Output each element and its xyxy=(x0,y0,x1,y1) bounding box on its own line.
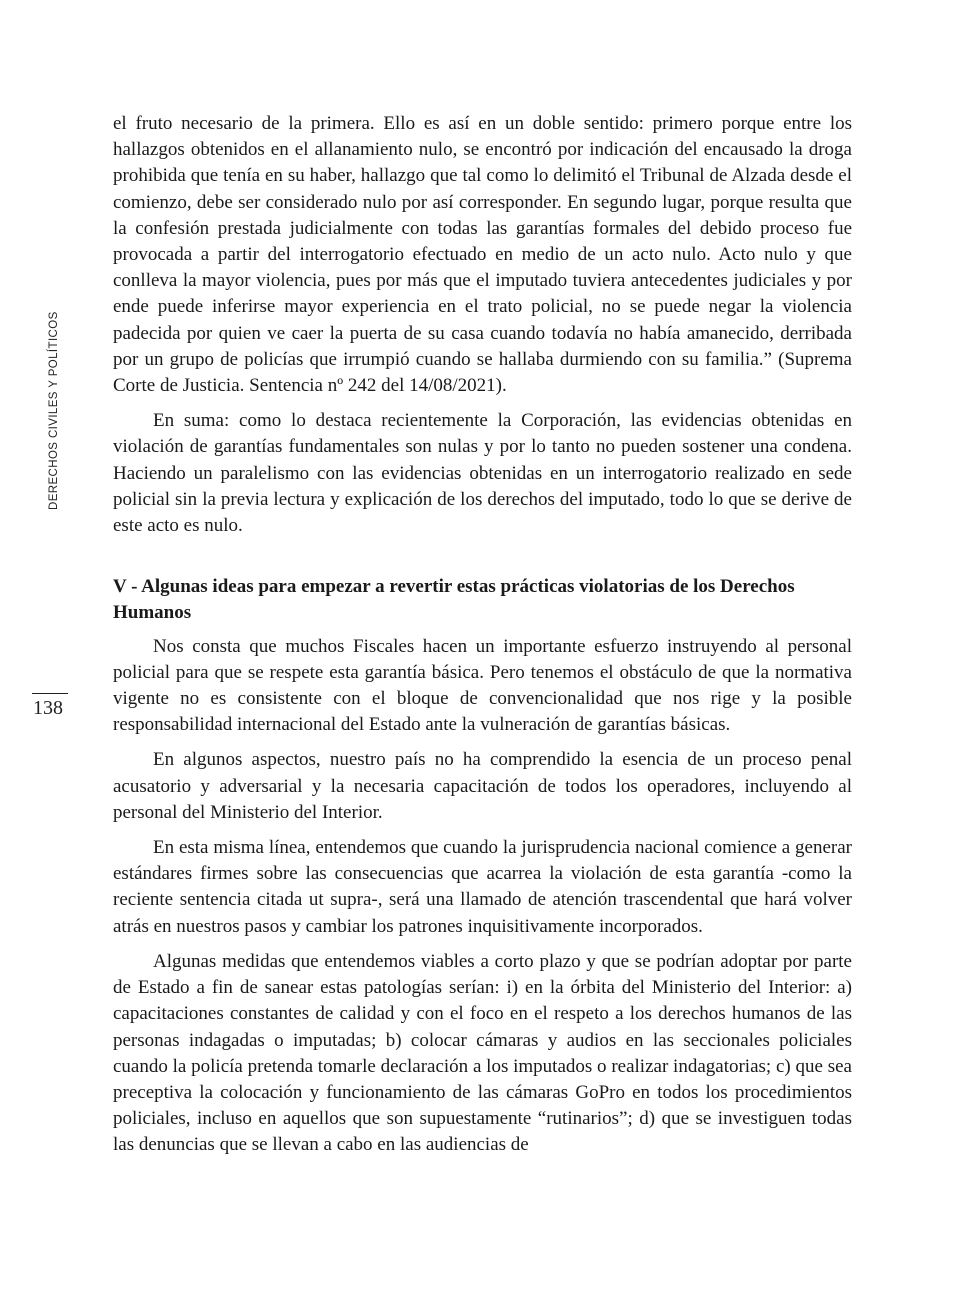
paragraph-quote-end: el fruto necesario de la primera. Ello es así en un doble sentido: primero porque entre los hallazgos obtenidos en el allanamiento nulo, se encontró por indicación del encausado la droga prohibida que tenía en su haber, hallazgo que tal como lo delimitó el Tribunal de Alzada desde el comienzo, debe ser considerado nulo por así corresponder. En segundo lugar, porque resulta que la confesión prestada judicialmente con todas las garantías formales del debido proceso fue provocada a partir del interrogatorio efectuado en medio de un acto nulo. Acto nulo y que conlleva la mayor violencia, pues por más que el imputado tuviera antecedentes judiciales y por ende puede inferirse mayor experiencia en el trato policial, no se puede negar la violencia padecida por quien ve caer la puerta de su casa cuando todavía no había amanecido, derribada por un grupo de policías que irrumpió cuando se hallaba durmiendo con su familia.” (Suprema Corte de Justicia. Sentencia nº 242 del 14/08/2021). xyxy=(113,113,852,397)
page-number-rule xyxy=(32,693,68,694)
paragraph-medidas: Algunas medidas que entendemos viables a corto plazo y que se podrían adoptar por parte de Estado a fin de sanear estas patologías serían: i) en la órbita del Ministerio del Interior: a) capacitaciones constantes de calidad y con el foco en el respeto a los derechos humanos de las personas indagadas o imputadas; b) colocar cámaras y audios en las seccionales policiales cuando la policía pretenda tomarle declaración a los imputados o realizar indagatorias; c) que sea preceptiva la colocación y funcionamiento de las cámaras GoPro en todos los procedimientos policiales, incluso en aquellos que son supuestamente “rutinarios”; d) que se investiguen todas las denuncias que se llevan a cabo en las audiencias de xyxy=(113,950,852,1156)
paragraph-fiscales: Nos consta que muchos Fiscales hacen un importante esfuerzo instruyendo al personal policial para que se respete esta garantía básica. Pero tenemos el obstáculo de que la normativa vigente no es consistente con el bloque de convencionalidad que nos rige y la posible responsabilidad internacional del Estado ante la vulneración de garantías básicas. xyxy=(113,635,852,736)
page-number: 138 xyxy=(33,697,63,719)
paragraph-summary: En suma: como lo destaca recientemente la Corporación, las evidencias obtenidas en violación de garantías fundamentales son nulas y por lo tanto no pueden sostener una condena. Haciendo un paralelismo con las evidencias obtenidas en un interrogatorio realizado en sede policial sin la previa lectura y explicación de los derechos del imputado, todo lo que se derive de este acto es nulo. xyxy=(113,410,852,537)
section-heading: V - Algunas ideas para empezar a revertir estas prácticas violatorias de los Derechos Humanos xyxy=(113,576,795,624)
paragraph-jurisprudencia: En esta misma línea, entendemos que cuando la jurisprudencia nacional comience a generar estándares firmes sobre las consecuencias que acarrea la violación de esta garantía -como la reciente sentencia citada ut supra-, será una llamado de atención trascendental que hará volver atrás en nuestros pasos y cambiar los patrones inquisitivamente incorporados. xyxy=(113,837,852,937)
paragraph-aspectos: En algunos aspectos, nuestro país no ha comprendido la esencia de un proceso penal acusatorio y adversarial y la necesaria capacitación de todos los operadores, incluyendo al personal del Ministerio del Interior. xyxy=(113,749,852,823)
running-title: DERECHOS CIVILES Y POLÍTICOS xyxy=(48,311,60,510)
body-text xyxy=(113,111,852,1159)
